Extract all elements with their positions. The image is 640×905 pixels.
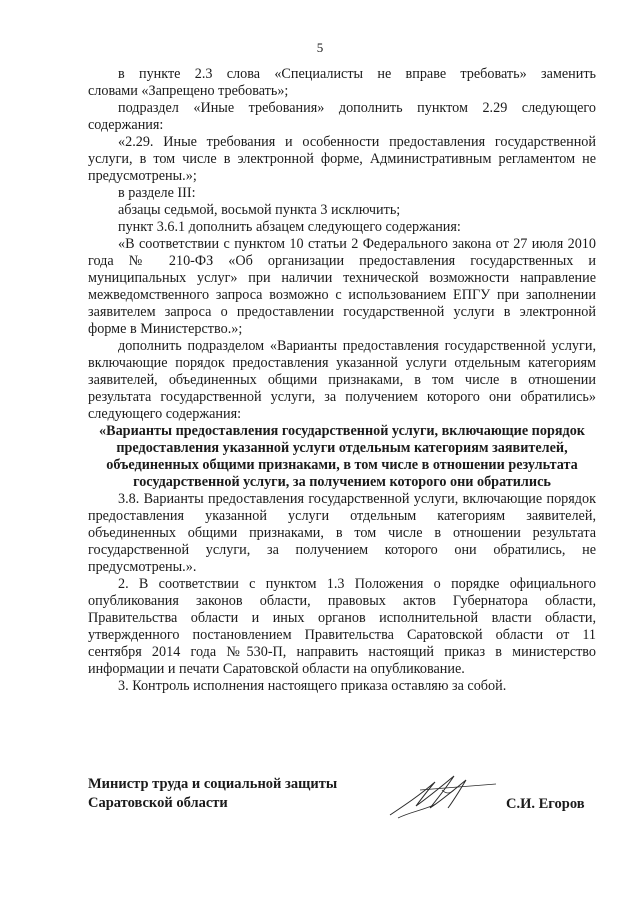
paragraph: «2.29. Иные требования и особенности предоставления государственной услуги, в том числе в электронной форме, Административным регламентом не предусмотрены.»;	[88, 134, 596, 184]
paragraph: подраздел «Иные требования» дополнить пунктом 2.29 следующего	[118, 100, 596, 116]
paragraph: абзацы седьмой, восьмой пункта 3 исключить;	[118, 202, 401, 218]
paragraph: 2. В соответствии с пунктом 1.3 Положения о порядке официального опубликования законов области, правовых актов Губернатора области, Правительства области и иных органов исполнительной власти области, утвержденного постановлением Правительства Саратовской области от 11 сентября 2014 года №530-П, направить настоящий приказ в министерство информации и печати Саратовской области на опубликование.	[88, 576, 596, 677]
signer-position-line: Саратовской области	[88, 795, 228, 811]
page-number: 5	[316, 40, 324, 55]
paragraph: словами «Запрещено требовать»;	[88, 83, 289, 99]
paragraph: 3.8. Варианты предоставления государственной услуги, включающие порядок предоставления указанной услуги отдельным категориям заявителей, объединенных общими признаками, в том числе в отношении результата государственной услуги, за получением которого они обратились, не предусмотрены.».	[88, 491, 596, 575]
signer-name: С.И. Егоров	[506, 796, 585, 812]
signer-position-line: Министр труда и социальной защиты	[88, 776, 338, 792]
paragraph: содержания:	[88, 117, 164, 133]
paragraph: пункт 3.6.1 дополнить абзацем следующего содержания:	[118, 219, 461, 235]
handwritten-signature	[350, 760, 500, 835]
signature-graphic	[350, 760, 500, 830]
paragraph: в разделе III:	[118, 185, 196, 201]
paragraph: «В соответствии с пунктом 10 статьи 2 Федерального закона от 27 июля 2010 года № 210-ФЗ «Об организации предоставления государственных и муниципальных услуг» при наличии технической возможности направление межведомственного запроса возможно с использованием ЕПГУ при заполнении заявителем запроса о предоставлении государственной услуги в электронной форме в Министерство.»;	[88, 236, 596, 337]
paragraph: 3. Контроль исполнения настоящего приказа оставляю за собой.	[118, 678, 507, 694]
section-heading: «Варианты предоставления государственной услуги, включающие порядок предоставления указанной услуги отдельным категориям заявителей, объединенных общими признаками, в том числе в отношении результата государственной услуги, за получением которого они обратились	[99, 423, 585, 490]
paragraph: дополнить подразделом «Варианты предоставления государственной услуги, включающие порядок предоставления указанной услуги отдельным категориям заявителей, объединенных общими признаками, в том числе в отношении результата государственной услуги, за получением которого они обратились» следующего содержания:	[88, 338, 596, 422]
document-body	[88, 66, 596, 695]
paragraph: в пункте 2.3 слова «Специалисты не вправе требовать» заменить	[118, 66, 596, 82]
